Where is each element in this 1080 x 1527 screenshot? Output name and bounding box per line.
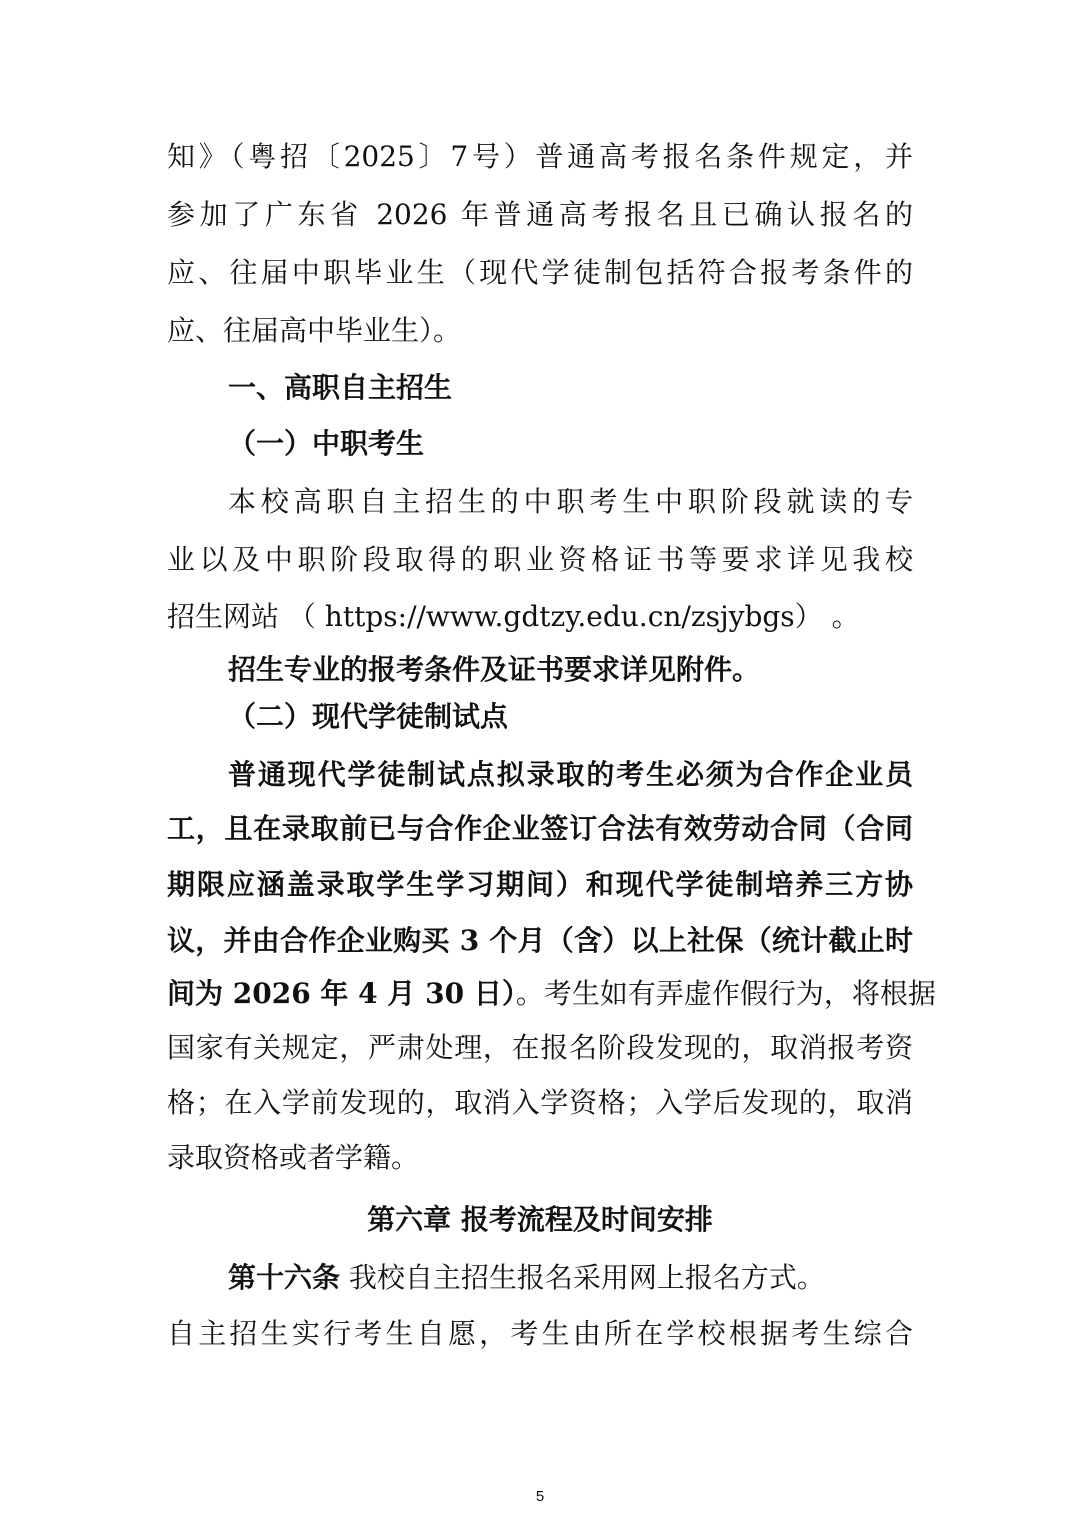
section-heading-1: 一、高职自主招生: [228, 371, 453, 404]
website-line: 招生网站 （ https://www.gdtzy.edu.cn/zsjybgs） 。: [167, 600, 860, 633]
body-line: 本校高职自主招生的中职考生中职阶段就读的专: [228, 485, 913, 518]
body-line: 录取资格或者学籍。: [167, 1141, 420, 1174]
chapter-title: 第六章 报考流程及时间安排: [367, 1203, 713, 1236]
article-16-line: [228, 1258, 974, 1298]
subsection-heading-2: （二）现代学徒制试点: [228, 700, 509, 733]
attachment-note: 招生专业的报考条件及证书要求详见附件。: [228, 653, 761, 686]
page-number: 5: [535, 1488, 545, 1505]
deadline-bold-text: 间为 2026 年 4 月 30 日）: [167, 977, 516, 1010]
body-line-bold: 普通现代学徒制试点拟录取的考生必须为合作企业员: [228, 758, 913, 791]
body-line-bold: 议，并由合作企业购买 3 个月（含）以上社保（统计截止时: [167, 924, 913, 957]
article-label: 第十六条: [228, 1261, 341, 1294]
body-text: 。考生如有弄虚作假行为，将根据: [515, 977, 936, 1010]
body-line: 国家有关规定，严肃处理，在报名阶段发现的，取消报考资: [167, 1031, 913, 1064]
body-line: 格；在入学前发现的，取消入学资格；入学后发现的，取消: [167, 1086, 913, 1119]
body-line: 参加了广东省 2026 年普通高考报名且已确认报名的: [167, 198, 913, 231]
body-line: 自主招生实行考生自愿，考生由所在学校根据考生综合: [167, 1317, 913, 1350]
body-line-mixed: [167, 974, 936, 1014]
body-line-bold: 期限应涵盖录取学生学习期间）和现代学徒制培养三方协: [167, 868, 913, 901]
body-line: 应、往届中职毕业生（现代学徒制包括符合报考条件的: [167, 256, 913, 289]
body-line: 应、往届高中毕业生）。: [167, 314, 462, 347]
subsection-heading-1: （一）中职考生: [228, 427, 425, 460]
body-line: 知》（粤招〔2025〕7号）普通高考报名条件规定，并: [167, 140, 913, 173]
article-text: 我校自主招生报名采用网上报名方式。: [340, 1261, 825, 1294]
body-line-bold: 工，且在录取前已与合作企业签订合法有效劳动合同（合同: [167, 812, 913, 845]
body-line: 业以及中职阶段取得的职业资格证书等要求详见我校: [167, 543, 913, 576]
